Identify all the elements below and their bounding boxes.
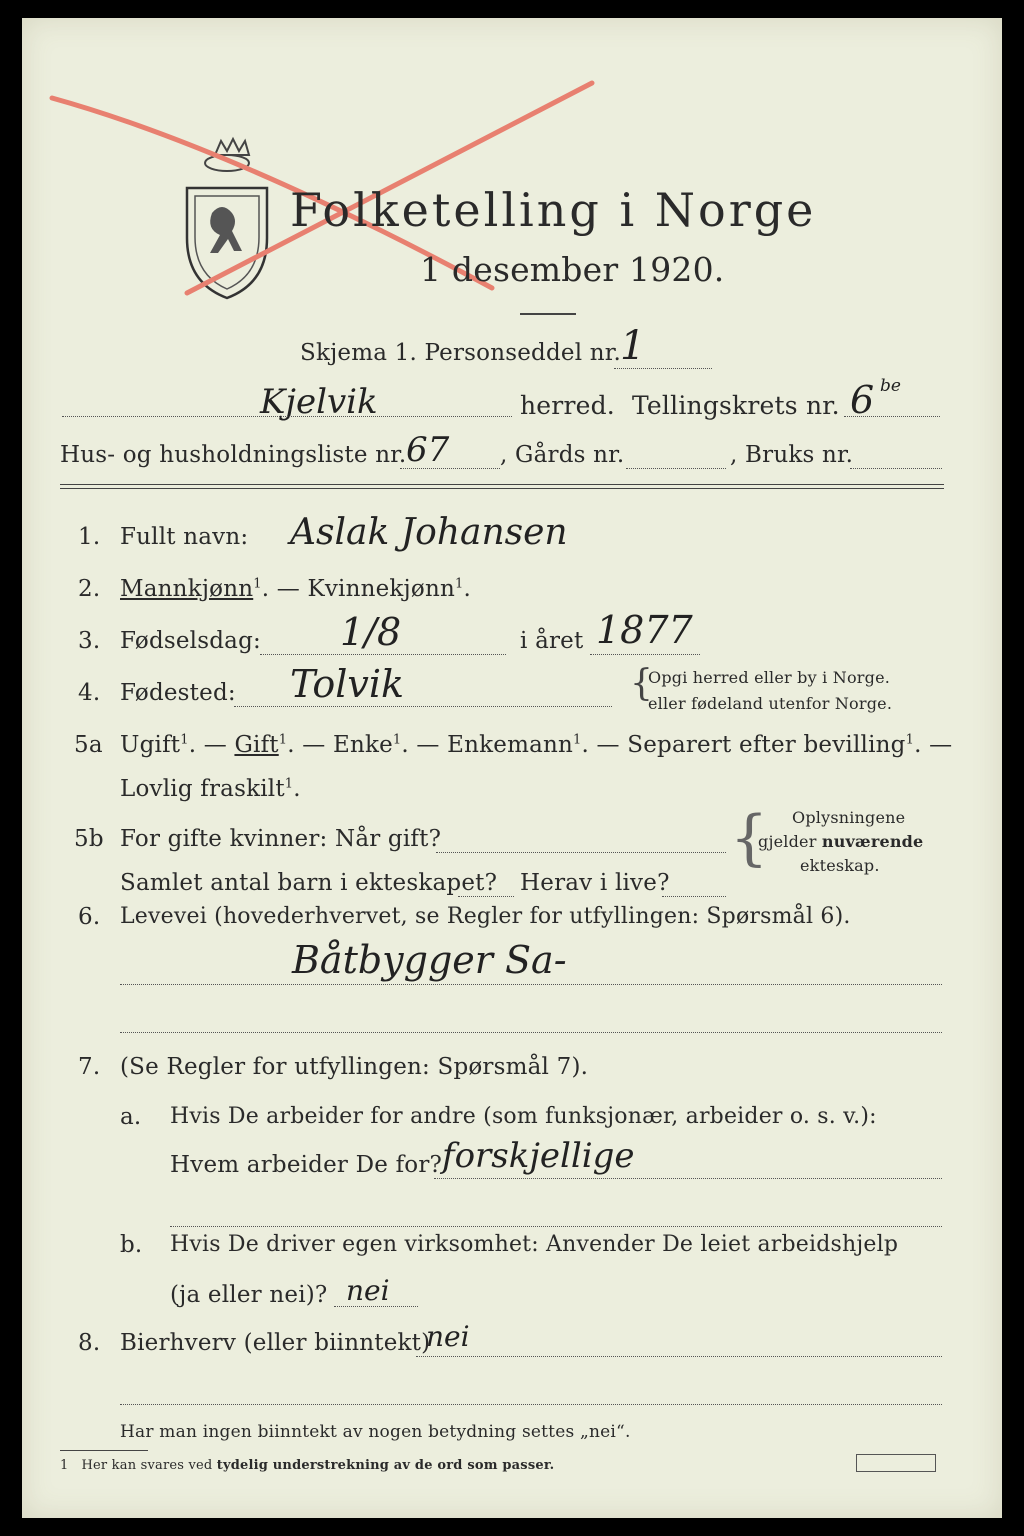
- q5a-ugift[interactable]: Ugift: [120, 732, 181, 758]
- q7b-letter: b.: [120, 1232, 143, 1258]
- census-form-page: [22, 18, 1002, 1518]
- q2-options: Mannkjønn$^1$. — Kvinnekjønn$^1$.: [120, 576, 471, 602]
- q3-value: 1/8: [340, 610, 402, 654]
- q7a-field-2[interactable]: [170, 1226, 942, 1227]
- q7-number: 7.: [78, 1054, 101, 1080]
- q7a-letter: a.: [120, 1104, 142, 1130]
- q5b-children-field[interactable]: [458, 896, 514, 897]
- q5a-number: 5a: [74, 732, 103, 758]
- footnote-text-b: tydelig understrekning av de ord som passer.: [216, 1458, 555, 1473]
- tellingskrets-label: Tellingskrets nr.: [632, 391, 840, 420]
- q6-field-2[interactable]: [120, 1032, 942, 1033]
- q3-year-label: i året: [520, 628, 584, 654]
- q6-value: Båtbygger Sa-: [292, 938, 567, 982]
- q5a-separert[interactable]: Separert efter bevilling: [627, 732, 906, 758]
- q7a-label-1: Hvis De arbeider for andre (som funksjonær, arbeider o. s. v.):: [170, 1104, 877, 1129]
- q4-number: 4.: [78, 680, 101, 706]
- schema-field[interactable]: [614, 368, 712, 369]
- q2-number: 2.: [78, 576, 101, 602]
- herred-label: herred.: [520, 391, 615, 420]
- q5b-note-2a: gjelder: [758, 832, 817, 851]
- q7a-field-1[interactable]: [434, 1178, 942, 1179]
- title-divider: [520, 313, 576, 315]
- q5a-enkemann[interactable]: Enkemann: [447, 732, 574, 758]
- q4-field[interactable]: [234, 706, 612, 707]
- footnote-divider: [60, 1450, 148, 1451]
- q5b-label-3: Herav i live?: [520, 870, 670, 896]
- schema-label: Skjema 1. Personseddel nr.: [300, 340, 621, 366]
- q7a-value: forskjellige: [442, 1136, 635, 1176]
- q4-note-2: eller fødeland utenfor Norge.: [648, 694, 893, 713]
- q8-value: nei: [426, 1320, 470, 1353]
- hus-label: Hus- og husholdningsliste nr.: [60, 442, 407, 468]
- header-divider-2: [60, 488, 944, 489]
- q5a-gift[interactable]: Gift: [234, 732, 279, 758]
- q5b-brace: {: [730, 803, 769, 873]
- q2-female-option[interactable]: Kvinnekjønn: [307, 576, 455, 602]
- footer-note: Har man ingen biinntekt av nogen betydning settes „nei“.: [120, 1422, 631, 1442]
- q8-label: Bierhverv (eller biinntekt): [120, 1330, 431, 1356]
- q7-label: (Se Regler for utfyllingen: Spørsmål 7).: [120, 1054, 589, 1080]
- q1-number: 1.: [78, 524, 101, 550]
- q5b-note-1: Oplysningene: [792, 808, 906, 827]
- q5b-label-2: Samlet antal barn i ekteskapet?: [120, 870, 498, 896]
- hus-field[interactable]: [400, 468, 500, 469]
- herred-field[interactable]: [62, 416, 512, 417]
- q3-number: 3.: [78, 628, 101, 654]
- q5a-fraskilt[interactable]: Lovlig fraskilt: [120, 776, 285, 802]
- q3-year-value: 1877: [596, 608, 693, 652]
- q5a-enke[interactable]: Enke: [332, 732, 393, 758]
- q1-label: Fullt navn:: [120, 524, 249, 550]
- q5b-note-2b: nuværende: [821, 832, 924, 851]
- q7b-label-2: (ja eller nei)?: [170, 1282, 328, 1308]
- form-title: Folketelling i Norge: [290, 183, 817, 237]
- gards-field[interactable]: [626, 468, 726, 469]
- q8-number: 8.: [78, 1330, 101, 1356]
- footnote: [60, 1458, 554, 1473]
- schema-value: 1: [620, 323, 646, 369]
- q5a-options: Ugift$^1$. — Gift$^1$. — Enke$^1$. — Enkemann$^1$. — Separert efter bevilling$^1$. —: [120, 732, 953, 758]
- q5b-label-1: For gifte kvinner: Når gift?: [120, 826, 442, 852]
- tellingskrets-value: 6: [850, 378, 875, 422]
- q2-separator: . —: [261, 576, 308, 602]
- q1-value: Aslak Johansen: [290, 512, 568, 553]
- tellingskrets-field[interactable]: [844, 416, 940, 417]
- hus-value: 67: [406, 430, 450, 470]
- footnote-mark: 1: [60, 1458, 69, 1473]
- bruks-label: , Bruks nr.: [730, 442, 854, 468]
- q6-number: 6.: [78, 904, 101, 930]
- tellingskrets-suffix: be: [880, 376, 901, 396]
- q2-male-option[interactable]: Mannkjønn: [120, 576, 254, 602]
- q4-brace: {: [630, 663, 653, 704]
- q6-label: Levevei (hovederhvervet, se Regler for utfyllingen: Spørsmål 6).: [120, 904, 851, 929]
- q8-field-1[interactable]: [416, 1356, 942, 1357]
- printer-stamp: [856, 1454, 936, 1472]
- q3-day-field[interactable]: [260, 654, 506, 655]
- form-date: 1 desember 1920.: [420, 250, 725, 289]
- q7b-value: nei: [346, 1274, 390, 1307]
- q5b-note-3: ekteskap.: [800, 856, 880, 875]
- q4-label: Fødested:: [120, 680, 236, 706]
- q5b-number: 5b: [74, 826, 104, 852]
- herred-value: Kjelvik: [260, 382, 378, 422]
- q3-year-field[interactable]: [590, 654, 700, 655]
- q6-field-1[interactable]: [120, 984, 942, 985]
- q4-note-1: Opgi herred eller by i Norge.: [648, 668, 891, 687]
- q5b-alive-field[interactable]: [662, 896, 726, 897]
- q7b-label-1: Hvis De driver egen virksomhet: Anvender De leiet arbeidshjelp: [170, 1232, 899, 1257]
- header-divider-1: [60, 484, 944, 485]
- footnote-text-a: Her kan svares ved: [81, 1458, 217, 1473]
- bruks-field[interactable]: [850, 468, 942, 469]
- q3-label: Fødselsdag:: [120, 628, 261, 654]
- gards-label: , Gårds nr.: [500, 442, 625, 468]
- q5b-when-field[interactable]: [436, 852, 726, 853]
- q7a-label-2: Hvem arbeider De for?: [170, 1152, 443, 1178]
- q8-field-2[interactable]: [120, 1404, 942, 1405]
- q5b-note-2: [758, 832, 923, 851]
- q4-value: Tolvik: [290, 662, 405, 706]
- q7b-field[interactable]: [334, 1306, 418, 1307]
- q5a-options-line2: Lovlig fraskilt$^1$.: [120, 776, 301, 802]
